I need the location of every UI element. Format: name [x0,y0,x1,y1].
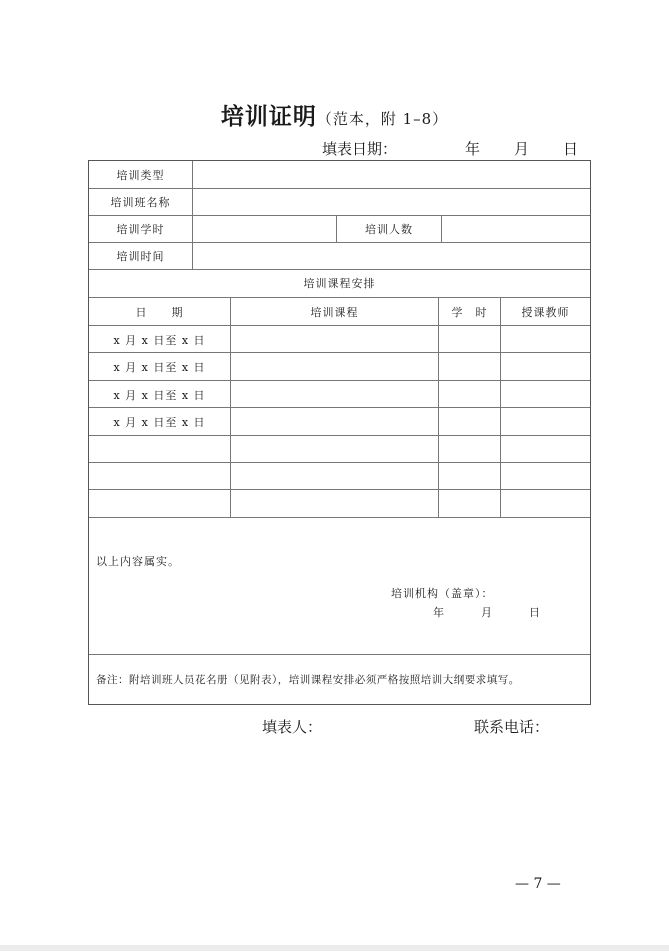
title-main: 培训证明 [220,103,317,130]
fill-date-month: 月 [514,140,530,158]
class-name-label: 培训班名称 [110,196,171,209]
certify-statement: 以上内容属实。 [96,555,180,568]
certify-day: 日 [529,606,541,619]
fill-date-day: 日 [563,140,579,158]
schedule-row-date[interactable]: x 月 x 日至 x 日 [113,389,206,402]
training-hours-field[interactable] [193,215,336,242]
schedule-row-date[interactable]: x 月 x 日至 x 日 [113,416,206,429]
fill-date-line [322,138,578,159]
fill-date-label: 填表日期： [322,140,398,158]
column-header-teacher: 授课教师 [521,306,570,319]
training-type-field[interactable] [193,161,590,188]
schedule-row-date[interactable]: x 月 x 日至 x 日 [113,361,206,374]
training-time-label: 培训时间 [116,250,165,263]
phone-label: 联系电话： [474,718,550,736]
note-text: 备注：附培训班人员花名册（见附表），培训课程安排必须严格按照培训大纲要求填写。 [96,674,520,686]
column-header-course: 培训课程 [310,306,359,319]
title-sub: （范本，附 1–8） [316,110,449,128]
certify-year: 年 [433,606,445,619]
training-hours-label: 培训学时 [116,223,165,236]
participant-count-label: 培训人数 [365,223,413,236]
column-header-hours: 学 时 [451,306,488,319]
page-title [0,98,669,131]
certify-month: 月 [481,606,493,619]
column-header-date: 日 期 [135,306,184,319]
schedule-heading: 培训课程安排 [303,277,376,290]
schedule-row-date[interactable]: x 月 x 日至 x 日 [113,334,206,347]
training-time-field[interactable] [193,242,590,269]
training-org-seal-label: 培训机构（盖章）： [391,587,494,600]
participant-count-field[interactable] [442,215,590,242]
fill-date-year: 年 [465,140,481,158]
training-type-label: 培训类型 [116,169,165,182]
page-number: — 7 — [515,876,561,892]
filler-label: 填表人： [262,718,323,736]
training-certificate-form [88,160,591,705]
class-name-field[interactable] [193,188,590,215]
page-bottom-edge [0,945,669,951]
